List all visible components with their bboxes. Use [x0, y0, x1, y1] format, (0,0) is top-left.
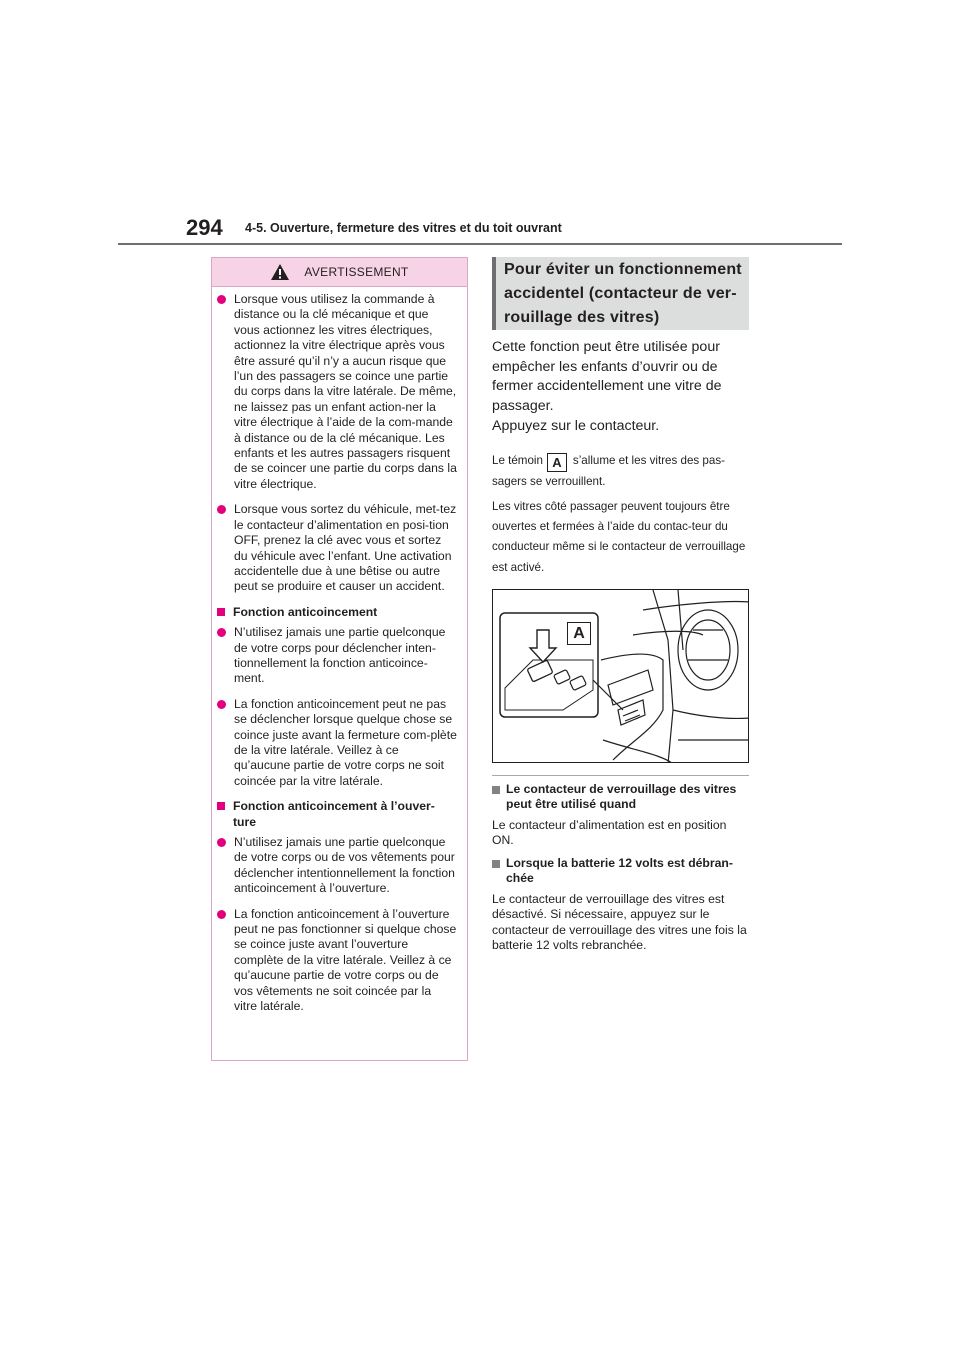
indicator-text-before: Le témoin — [492, 454, 543, 467]
note-heading — [492, 782, 750, 813]
warning-bullet-text: N’utilisez jamais une partie quelconque de votre corps pour déclencher inten-tionnellement la fonction anticoince-ment. — [234, 625, 446, 686]
square-bullet-icon — [217, 802, 225, 810]
warning-bullet-text: La fonction anticoincement à l’ouverture peut ne pas fonctionner si quelque chose se coince juste avant l’ouverture complète de la vitre latérale. Veillez à ce qu’aucune partie de votre corps ou de vos vêtements ne soit coincée par la vitre latérale. — [234, 906, 457, 1014]
warning-box — [211, 257, 468, 1061]
page-number: 294 — [186, 215, 223, 240]
warning-body — [212, 287, 467, 1014]
note-heading — [492, 856, 750, 887]
warning-bullet-text: N’utilisez jamais une partie quelconque de votre corps ou de vos vêtements pour déclencher intentionnellement la fonction anticoincement à l’ouverture. — [234, 835, 455, 896]
indicator-badge: A — [547, 453, 567, 472]
warning-bullet-text: Lorsque vous sortez du véhicule, met-tez le contacteur d’alimentation en posi-tion OFF, prenez la clé avec vous et sortez du véhicule avec l’enfant. Une activation accidentelle due à une bêtise ou autre peut se produire et causer un accident. — [234, 502, 457, 594]
note-heading-text: Lorsque la batterie 12 volts est débran-chée — [506, 856, 733, 886]
instruction-text: Appuyez sur le contacteur. — [492, 418, 660, 434]
warning-bullet — [217, 292, 457, 492]
bullet-dot-icon — [217, 628, 226, 637]
chapter-title: 4-5. Ouverture, fermeture des vitres et du toit ouvrant — [245, 221, 562, 235]
square-bullet-icon — [492, 860, 500, 868]
warning-bullet — [217, 907, 457, 1015]
note-body: Le contacteur de verrouillage des vitres est désactivé. Si nécessaire, appuyez sur le contacteur de verrouillage des vitres une fois la batterie 12 volts rebranchée. — [492, 891, 747, 953]
note-heading-text: Le contacteur de verrouillage des vitres peut être utilisé quand — [506, 782, 737, 812]
bullet-dot-icon — [217, 295, 226, 304]
warning-triangle-icon — [270, 263, 290, 281]
section-divider — [492, 775, 749, 776]
warning-subheading — [217, 799, 457, 830]
square-bullet-icon — [217, 608, 225, 616]
warning-header — [212, 258, 467, 287]
note-block — [492, 856, 750, 953]
callout-label-a: A — [567, 622, 591, 645]
bullet-dot-icon — [217, 700, 226, 709]
door-panel-drawing — [493, 590, 749, 763]
warning-bullet-text: La fonction anticoincement peut ne pas se déclencher lorsque quelque chose se coince juste avant la fermeture com-plète de la vitre latérale. Veillez à ce qu’aucune partie de votre corps ne soit coincée par la vitre latérale. — [234, 696, 457, 788]
section-title: Pour éviter un fonctionnement accidentel (contacteur de ver-rouillage des vitres) — [504, 261, 742, 326]
indicator-paragraph — [492, 451, 752, 492]
warning-bullet — [217, 625, 457, 687]
warning-bullet — [217, 835, 457, 897]
passenger-note: Les vitres côté passager peuvent toujours être ouvertes et fermées à l’aide du contac-teur du conducteur même si le contacteur de verrouillage est activé. — [492, 500, 746, 574]
note-body: Le contacteur d’alimentation est en position ON. — [492, 817, 727, 848]
warning-bullet — [217, 697, 457, 789]
warning-bullet — [217, 502, 457, 594]
warning-title: AVERTISSEMENT — [304, 265, 409, 279]
bullet-dot-icon — [217, 505, 226, 514]
square-bullet-icon — [492, 786, 500, 794]
warning-subheading-text: Fonction anticoincement à l’ouver-ture — [233, 799, 435, 829]
note-block — [492, 782, 750, 849]
header-rule — [118, 243, 842, 245]
intro-paragraph: Cette fonction peut être utilisée pour empêcher les enfants d’ouvrir ou de fermer accidentellement une vitre de passager. — [492, 339, 722, 415]
bullet-dot-icon — [217, 910, 226, 919]
warning-subheading-text: Fonction anticoincement — [233, 604, 378, 619]
warning-subheading — [217, 605, 457, 620]
bullet-dot-icon — [217, 838, 226, 847]
section-title-box — [492, 257, 749, 330]
lock-switch-illustration — [492, 589, 749, 763]
warning-bullet-text: Lorsque vous utilisez la commande à distance ou la clé mécanique et que vous actionnez les vitres électriques, actionnez la vitre électrique après vous être assuré qu’il n’y a aucun risque que l’un des passagers se coince une partie du corps dans la vitre latérale. De même, ne laissez pas un enfant action-ner la vitre électrique à l’aide de la com-mande à distance ou de la clé mécanique. Les enfants et les autres passagers risquent de se coincer une partie du corps dans la vitre électrique. — [234, 292, 457, 491]
indicator-text-after: s’allume et les vitres des pas-sagers se verrouillent. — [492, 454, 725, 488]
